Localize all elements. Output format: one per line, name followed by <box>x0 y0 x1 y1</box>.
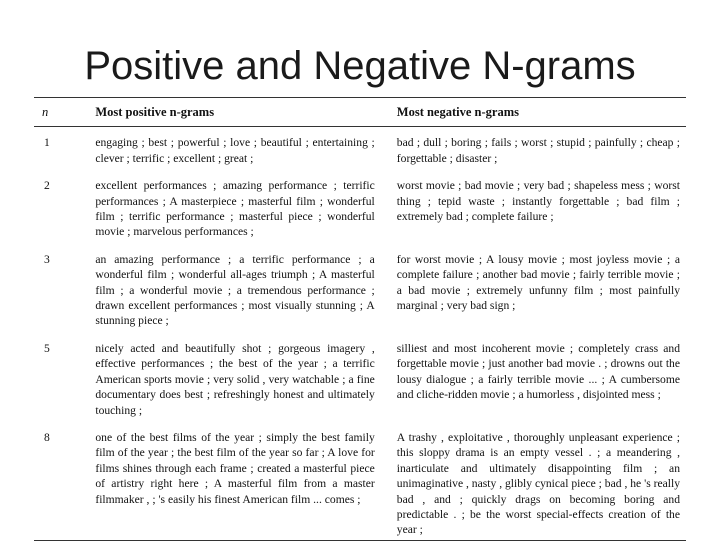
n-cell: 8 <box>34 430 89 540</box>
table-row <box>34 430 686 540</box>
n-cell: 5 <box>44 341 50 355</box>
table-row <box>34 341 686 430</box>
n-cell: 2 <box>44 179 50 193</box>
negative-ngrams-cell: worst movie ; bad movie ; very bad ; shapeless mess ; worst thing ; tepid waste ; instantly forgettable ; bad film ; extremely bad ; complete failure ; <box>396 179 680 224</box>
table-row <box>34 252 686 341</box>
header-n: n <box>34 98 89 127</box>
positive-ngrams-cell: nicely acted and beautifully shot ; gorgeous imagery , effective performances ; the best of the year ; a terrific American sports movie ; very solid , very watchable ; a fine documentary does best ; refreshingly honest and ultimately touching ; <box>95 341 375 417</box>
positive-ngrams-cell: engaging ; best ; powerful ; love ; beautiful ; entertaining ; clever ; terrific ; excellent ; great ; <box>95 136 375 165</box>
table-header-row <box>34 98 686 127</box>
negative-ngrams-cell: for worst movie ; A lousy movie ; most joyless movie ; a complete failure ; another bad movie ; fairly terrible movie ; a bad movie ; extremely unfunny film ; most painfully marginal ; very bad sign ; <box>396 252 680 313</box>
positive-ngrams-cell: excellent performances ; amazing performance ; terrific performances ; A masterpiece ; masterful film ; wonderful film ; terrific performance ; masterful piece ; wonderful movie ; marvelous performances ; <box>95 179 375 239</box>
negative-ngrams-cell: A trashy , exploitative , thoroughly unpleasant experience ; this sloppy drama is an empty vessel . ; a meandering , inarticulate and ultimately disappointing film ; an unimaginative , nasty , glibly cynical piece ; bad , he 's really bad , and ; quickly drags on becoming boring and predictable . ; be the worst special-effects creation of the year ; <box>393 430 686 540</box>
ngram-table <box>34 97 686 541</box>
table-row <box>34 178 686 252</box>
n-cell: 1 <box>44 136 50 150</box>
header-negative: Most negative n-grams <box>393 98 686 127</box>
negative-ngrams-cell: silliest and most incoherent movie ; completely crass and forgettable movie ; just another bad movie . ; drowns out the lousy dialogue ; a fairly terrible movie ... ; A cumbersome and cliche-ridden movie ; a humorless , disjointed mess ; <box>396 341 680 402</box>
slide-title: Positive and Negative N-grams <box>84 44 636 88</box>
positive-ngrams-cell: one of the best films of the year ; simply the best family film of the year ; the best film of the year so far ; A love for films shines through each frame ; created a masterful piece of artistry right here ; A masterful film from a master filmmaker , ; 's easily his finest American film ... comes ; <box>89 430 392 540</box>
n-cell: 3 <box>44 252 50 266</box>
table-row <box>34 127 686 178</box>
negative-ngrams-cell: bad ; dull ; boring ; fails ; worst ; stupid ; painfully ; cheap ; forgettable ; disaster ; <box>396 136 680 165</box>
positive-ngrams-cell: an amazing performance ; a terrific performance ; a wonderful film ; wonderful all-ages triumph ; A masterful film ; a wonderful movie ; a tremendous performance ; drawn excellent performances ; most visually stunning ; A stunning piece ; <box>95 252 375 328</box>
header-positive: Most positive n-grams <box>89 98 392 127</box>
